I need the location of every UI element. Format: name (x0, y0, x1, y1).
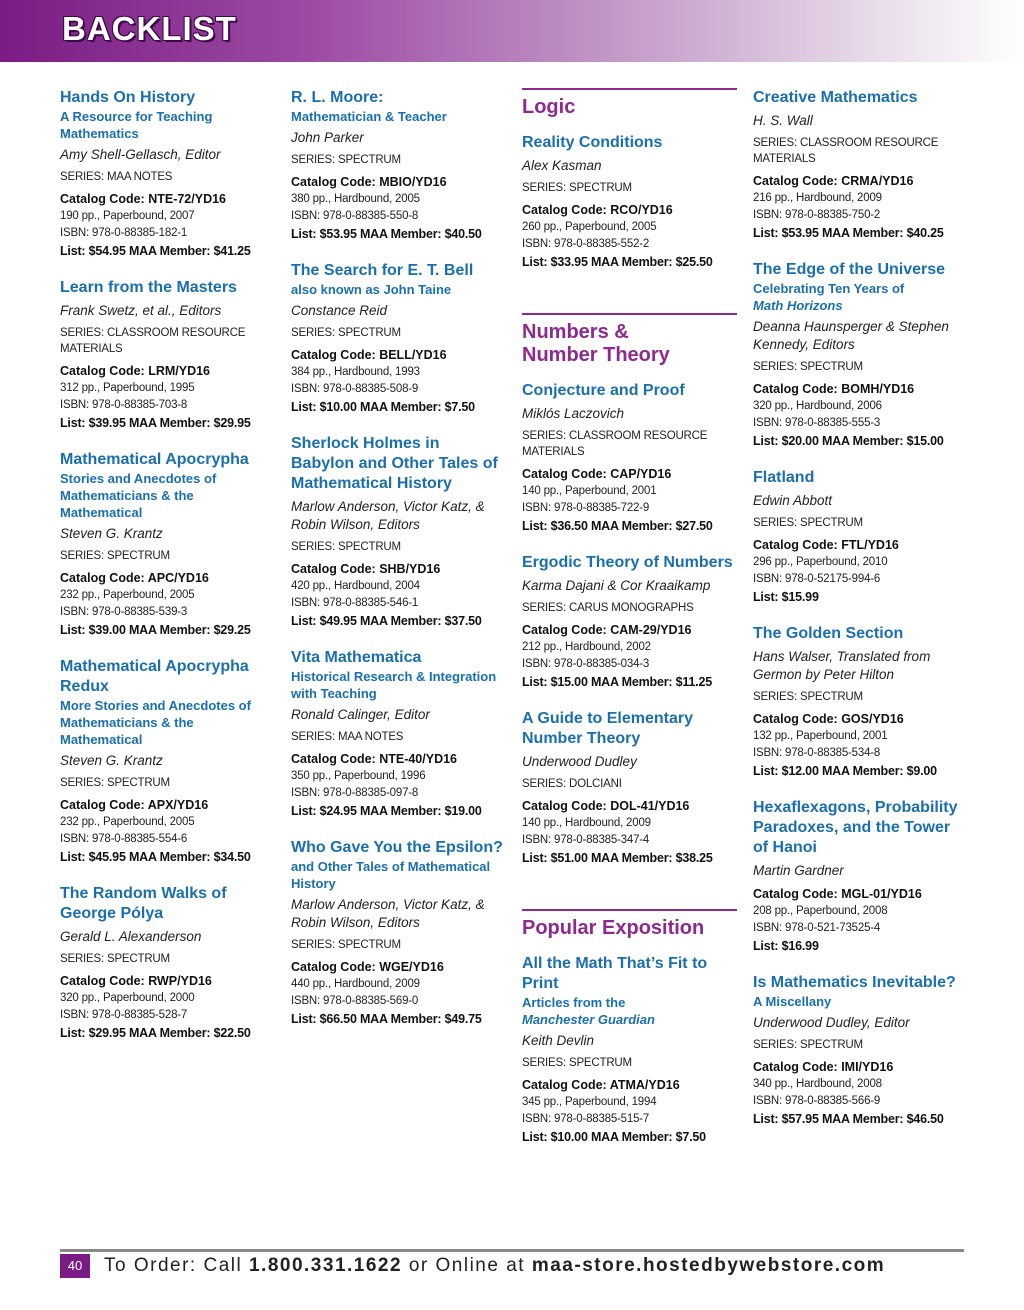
book-series: SERIES: DOLCIANI (522, 778, 622, 790)
book-entry (753, 798, 968, 955)
book-subtitle (291, 668, 506, 702)
book-format: 232 pp., Paperbound, 2005 (60, 589, 195, 601)
book-series: SERIES: MAA NOTES (291, 731, 404, 743)
book-author: Hans Walser, Translated from Germon by Peter Hilton (753, 649, 931, 682)
book-price: List: $36.50 MAA Member: $27.50 (522, 519, 713, 533)
column-2 (291, 88, 506, 1046)
book-subtitle (60, 697, 275, 748)
book-entry (522, 709, 737, 867)
catalog-code: Catalog Code: IMI/YD16 (753, 1060, 894, 1074)
book-subtitle (291, 108, 506, 125)
book-isbn: ISBN: 978-0-88385-552-2 (522, 238, 650, 250)
book-author: John Parker (291, 130, 364, 145)
order-phone: 1.800.331.1622 (248, 1255, 403, 1276)
book-series: SERIES: SPECTRUM (753, 691, 863, 703)
book-subtitle-text: Articles from the (522, 995, 626, 1010)
book-isbn: ISBN: 978-0-52175-994-6 (753, 573, 881, 585)
book-price: List: $10.00 MAA Member: $7.50 (522, 1130, 706, 1144)
book-series: SERIES: SPECTRUM (60, 550, 170, 562)
book-subtitle (291, 858, 506, 892)
book-entry (522, 381, 737, 535)
book-format: 190 pp., Paperbound, 2007 (60, 210, 195, 222)
order-middle: or Online at (402, 1255, 532, 1276)
book-price: List: $39.00 MAA Member: $29.25 (60, 623, 251, 637)
book-author: H. S. Wall (753, 113, 813, 128)
column-3 (522, 88, 737, 1164)
book-price: List: $57.95 MAA Member: $46.50 (753, 1112, 944, 1126)
book-entry (60, 450, 275, 639)
book-isbn: ISBN: 978-0-88385-508-9 (291, 383, 419, 395)
book-subtitle-text: A Resource for Teaching Mathematics (60, 109, 213, 141)
book-subtitle-italic: Manchester Guardian (522, 1012, 655, 1027)
catalog-code: Catalog Code: ATMA/YD16 (522, 1078, 680, 1092)
book-price: List: $24.95 MAA Member: $19.00 (291, 804, 482, 818)
book-author: Underwood Dudley (522, 754, 637, 769)
book-subtitle (60, 108, 275, 142)
footer-rule (60, 1249, 964, 1252)
book-entry (291, 88, 506, 243)
book-price: List: $54.95 MAA Member: $41.25 (60, 244, 251, 258)
catalog-code: Catalog Code: SHB/YD16 (291, 562, 441, 576)
book-format: 380 pp., Hardbound, 2005 (291, 193, 420, 205)
book-title: A Guide to Elementary Number Theory (522, 710, 693, 747)
page-number: 40 (60, 1254, 90, 1278)
book-entry (60, 884, 275, 1042)
book-title: Hexaflexagons, Probability Paradoxes, and the Tower of Hanoi (753, 799, 958, 856)
catalog-code: Catalog Code: NTE-72/YD16 (60, 192, 227, 206)
column-4 (753, 88, 968, 1146)
book-format: 232 pp., Paperbound, 2005 (60, 816, 195, 828)
book-isbn: ISBN: 978-0-88385-554-6 (60, 833, 188, 845)
catalog-code: Catalog Code: CAP/YD16 (522, 467, 672, 481)
book-title: R. L. Moore: (291, 89, 384, 106)
book-title: The Edge of the Universe (753, 261, 946, 278)
book-series: SERIES: SPECTRUM (60, 777, 170, 789)
section-heading: Logic (522, 96, 576, 118)
book-isbn: ISBN: 978-0-88385-550-8 (291, 210, 419, 222)
catalog-code: Catalog Code: NTE-40/YD16 (291, 752, 458, 766)
catalog-code: Catalog Code: MGL-01/YD16 (753, 887, 922, 901)
book-format: 296 pp., Paperbound, 2010 (753, 556, 888, 568)
book-title: Reality Conditions (522, 134, 663, 151)
book-subtitle-text: A Miscellany (753, 994, 832, 1009)
book-title: Ergodic Theory of Numbers (522, 554, 733, 571)
book-price: List: $29.95 MAA Member: $22.50 (60, 1026, 251, 1040)
book-entry (291, 261, 506, 416)
book-title: Conjecture and Proof (522, 382, 685, 399)
book-subtitle-text: Celebrating Ten Years of (753, 281, 905, 296)
book-isbn: ISBN: 978-0-88385-566-9 (753, 1095, 881, 1107)
book-entry (753, 624, 968, 780)
popular-books (522, 954, 737, 1146)
book-author: Alex Kasman (522, 158, 602, 173)
book-price: List: $53.95 MAA Member: $40.50 (291, 227, 482, 241)
book-author: Ronald Calinger, Editor (291, 707, 430, 722)
catalog-code: Catalog Code: RWP/YD16 (60, 974, 212, 988)
book-title: The Golden Section (753, 625, 904, 642)
book-series: SERIES: SPECTRUM (291, 327, 401, 339)
catalog-code: Catalog Code: WGE/YD16 (291, 960, 444, 974)
book-price: List: $33.95 MAA Member: $25.50 (522, 255, 713, 269)
book-format: 320 pp., Hardbound, 2006 (753, 400, 882, 412)
book-format: 340 pp., Hardbound, 2008 (753, 1078, 882, 1090)
book-isbn: ISBN: 978-0-88385-528-7 (60, 1009, 188, 1021)
book-author: Martin Gardner (753, 863, 844, 878)
catalog-code: Catalog Code: CAM-29/YD16 (522, 623, 692, 637)
book-title: Creative Mathematics (753, 89, 918, 106)
book-price: List: $12.00 MAA Member: $9.00 (753, 764, 937, 778)
book-title: Mathematical Apocrypha Redux (60, 658, 249, 695)
book-isbn: ISBN: 978-0-88385-182-1 (60, 227, 188, 239)
book-subtitle (753, 280, 968, 314)
book-subtitle-text: also known as John Taine (291, 282, 452, 297)
catalog-code: Catalog Code: BOMH/YD16 (753, 382, 915, 396)
book-subtitle-italic: Math Horizons (753, 298, 843, 313)
book-format: 212 pp., Hardbound, 2002 (522, 641, 651, 653)
book-entry (60, 278, 275, 432)
book-author: Gerald L. Alexanderson (60, 929, 202, 944)
book-series: SERIES: SPECTRUM (291, 154, 401, 166)
book-series: SERIES: SPECTRUM (753, 1039, 863, 1051)
numbers-books (522, 381, 737, 867)
book-format: 260 pp., Paperbound, 2005 (522, 221, 657, 233)
book-price: List: $15.00 MAA Member: $11.25 (522, 675, 712, 689)
catalog-code: Catalog Code: FTL/YD16 (753, 538, 899, 552)
book-title: The Random Walks of George Pólya (60, 885, 227, 922)
book-title: Mathematical Apocrypha (60, 451, 249, 468)
book-title: Learn from the Masters (60, 279, 237, 296)
book-entry (753, 260, 968, 450)
book-entry (291, 648, 506, 820)
catalog-code: Catalog Code: GOS/YD16 (753, 712, 904, 726)
page-title: BACKLIST (62, 10, 237, 47)
book-price: List: $66.50 MAA Member: $49.75 (291, 1012, 482, 1026)
book-series: SERIES: CLASSROOM RESOURCE MATERIALS (522, 430, 708, 458)
book-author: Frank Swetz, et al., Editors (60, 303, 222, 318)
book-subtitle-text: Stories and Anecdotes of Mathematicians & the Mathematical (60, 471, 217, 520)
book-title: The Search for E. T. Bell (291, 262, 474, 279)
book-isbn: ISBN: 978-0-88385-546-1 (291, 597, 419, 609)
book-subtitle-text: More Stories and Anecdotes of Mathematicians & the Mathematical (60, 698, 251, 747)
book-title: Flatland (753, 469, 815, 486)
book-price: List: $15.99 (753, 590, 819, 604)
book-subtitle-text: and Other Tales of Mathematical History (291, 859, 491, 891)
catalog-code: Catalog Code: APC/YD16 (60, 571, 209, 585)
book-isbn: ISBN: 978-0-88385-722-9 (522, 502, 650, 514)
book-series: SERIES: CARUS MONOGRAPHS (522, 602, 694, 614)
book-entry (60, 657, 275, 866)
book-format: 140 pp., Hardbound, 2009 (522, 817, 651, 829)
book-series: SERIES: CLASSROOM RESOURCE MATERIALS (753, 137, 939, 165)
book-isbn: ISBN: 978-0-88385-703-8 (60, 399, 188, 411)
book-subtitle-text: Mathematician & Teacher (291, 109, 447, 124)
book-subtitle (291, 281, 506, 298)
book-entry (291, 838, 506, 1028)
section-heading: Popular Exposition (522, 917, 705, 939)
book-entry (522, 553, 737, 691)
book-isbn: ISBN: 978-0-88385-347-4 (522, 834, 650, 846)
book-series: SERIES: SPECTRUM (522, 182, 632, 194)
book-isbn: ISBN: 978-0-88385-750-2 (753, 209, 881, 221)
book-author: Underwood Dudley, Editor (753, 1015, 910, 1030)
book-author: Deanna Haunsperger & Stephen Kennedy, Editors (753, 319, 949, 352)
header-banner (0, 0, 1024, 62)
book-series: SERIES: SPECTRUM (753, 361, 863, 373)
book-format: 440 pp., Hardbound, 2009 (291, 978, 420, 990)
book-format: 345 pp., Paperbound, 1994 (522, 1096, 657, 1108)
book-price: List: $45.95 MAA Member: $34.50 (60, 850, 251, 864)
book-format: 350 pp., Paperbound, 1996 (291, 770, 426, 782)
catalog-code: Catalog Code: MBIO/YD16 (291, 175, 447, 189)
book-format: 216 pp., Hardbound, 2009 (753, 192, 882, 204)
section-logic (522, 88, 737, 119)
book-price: List: $39.95 MAA Member: $29.95 (60, 416, 251, 430)
book-author: Amy Shell-Gellasch, Editor (60, 147, 221, 162)
book-author: Steven G. Krantz (60, 753, 163, 768)
book-entry (60, 88, 275, 260)
book-entry (291, 434, 506, 630)
book-subtitle (753, 993, 968, 1010)
logic-books (522, 133, 737, 271)
book-price: List: $10.00 MAA Member: $7.50 (291, 400, 475, 414)
catalog-code: Catalog Code: DOL-41/YD16 (522, 799, 690, 813)
catalog-code: Catalog Code: CRMA/YD16 (753, 174, 914, 188)
book-price: List: $51.00 MAA Member: $38.25 (522, 851, 713, 865)
book-series: SERIES: SPECTRUM (291, 939, 401, 951)
book-title: Vita Mathematica (291, 649, 422, 666)
book-series: SERIES: SPECTRUM (522, 1057, 632, 1069)
book-series: SERIES: SPECTRUM (753, 517, 863, 529)
book-entry (522, 133, 737, 271)
book-title: Who Gave You the Epsilon? (291, 839, 503, 856)
book-price: List: $16.99 (753, 939, 819, 953)
book-title: All the Math That’s Fit to Print (522, 955, 708, 992)
order-prefix: To Order: Call (104, 1255, 249, 1276)
book-entry (753, 88, 968, 242)
order-info (104, 1254, 885, 1278)
book-series: SERIES: CLASSROOM RESOURCE MATERIALS (60, 327, 246, 355)
catalog-code: Catalog Code: APX/YD16 (60, 798, 209, 812)
book-author: Constance Reid (291, 303, 388, 318)
book-isbn: ISBN: 978-0-88385-539-3 (60, 606, 188, 618)
book-format: 384 pp., Hardbound, 1993 (291, 366, 420, 378)
book-subtitle (60, 470, 275, 521)
book-author: Miklós Laczovich (522, 406, 625, 421)
book-title: Hands On History (60, 89, 196, 106)
book-title: Sherlock Holmes in Babylon and Other Tales of Mathematical History (291, 435, 498, 492)
book-subtitle-text: Historical Research & Integration with Teaching (291, 669, 497, 701)
book-entry (522, 954, 737, 1146)
book-isbn: ISBN: 978-0-88385-515-7 (522, 1113, 650, 1125)
book-format: 420 pp., Hardbound, 2004 (291, 580, 420, 592)
book-series: SERIES: MAA NOTES (60, 171, 173, 183)
book-entry (753, 973, 968, 1128)
book-isbn: ISBN: 978-0-88385-569-0 (291, 995, 419, 1007)
catalog-code: Catalog Code: BELL/YD16 (291, 348, 447, 362)
book-isbn: ISBN: 978-0-88385-534-8 (753, 747, 881, 759)
book-isbn: ISBN: 978-0-88385-097-8 (291, 787, 419, 799)
book-isbn: ISBN: 978-0-521-73525-4 (753, 922, 881, 934)
book-subtitle (522, 994, 737, 1028)
book-price: List: $49.95 MAA Member: $37.50 (291, 614, 482, 628)
catalog-code: Catalog Code: LRM/YD16 (60, 364, 211, 378)
book-series: SERIES: SPECTRUM (60, 953, 170, 965)
book-author: Steven G. Krantz (60, 526, 163, 541)
section-heading: Numbers & Number Theory (522, 321, 670, 366)
catalog-code: Catalog Code: RCO/YD16 (522, 203, 673, 217)
book-author: Keith Devlin (522, 1033, 595, 1048)
book-title: Is Mathematics Inevitable? (753, 974, 956, 991)
book-author: Karma Dajani & Cor Kraaikamp (522, 578, 711, 593)
book-author: Marlow Anderson, Victor Katz, & Robin Wilson, Editors (291, 499, 485, 532)
book-isbn: ISBN: 978-0-88385-555-3 (753, 417, 881, 429)
book-isbn: ISBN: 978-0-88385-034-3 (522, 658, 650, 670)
order-url[interactable]: maa-store.hostedbywebstore.com (531, 1255, 886, 1276)
book-author: Edwin Abbott (753, 493, 833, 508)
book-format: 208 pp., Paperbound, 2008 (753, 905, 888, 917)
section-numbers (522, 313, 737, 367)
column-1 (60, 88, 275, 1060)
section-popular (522, 909, 737, 940)
book-format: 140 pp., Paperbound, 2001 (522, 485, 657, 497)
book-series: SERIES: SPECTRUM (291, 541, 401, 553)
book-price: List: $20.00 MAA Member: $15.00 (753, 434, 944, 448)
book-author: Marlow Anderson, Victor Katz, & Robin Wilson, Editors (291, 897, 485, 930)
book-price: List: $53.95 MAA Member: $40.25 (753, 226, 944, 240)
book-format: 312 pp., Paperbound, 1995 (60, 382, 195, 394)
book-entry (753, 468, 968, 606)
book-format: 320 pp., Paperbound, 2000 (60, 992, 195, 1004)
book-format: 132 pp., Paperbound, 2001 (753, 730, 888, 742)
